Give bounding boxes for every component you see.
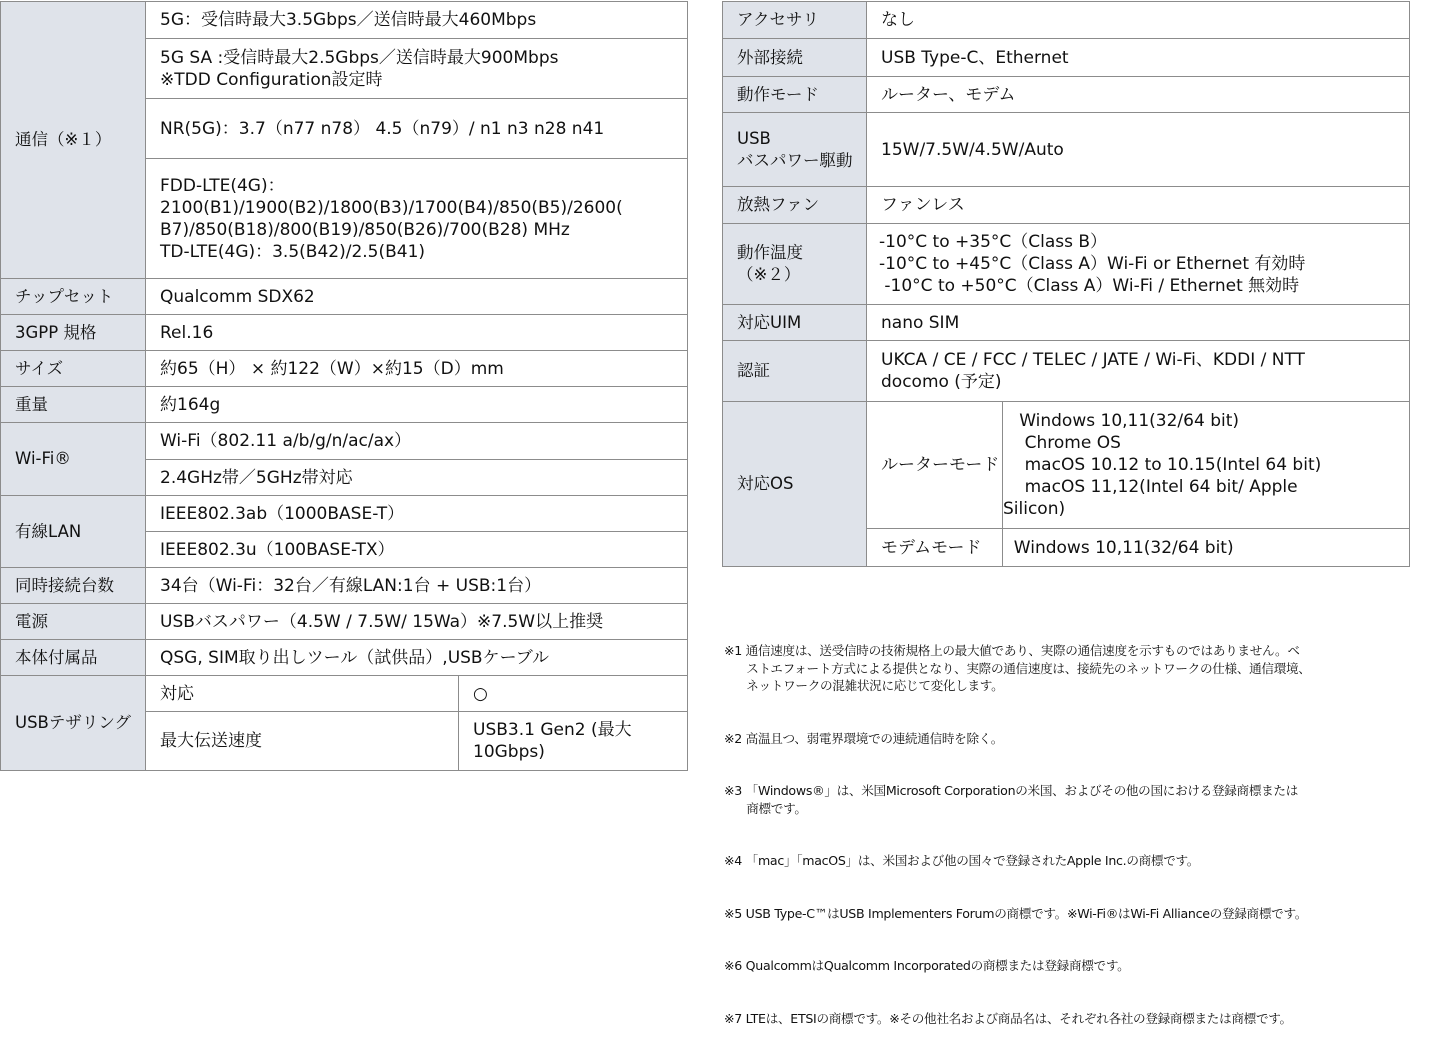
row-label: アクセサリ	[723, 2, 867, 39]
row-value: -10°C to +35°C（Class B） -10°C to +45°C（Class A）Wi-Fi or Ethernet 有効時 -10°C to +50°C（Class A）Wi-Fi / Ethernet 無効時	[867, 224, 1410, 305]
footnote: ※5 USB Type-C™はUSB Implementers Forumの商標です。※Wi-Fi®はWi-Fi Allianceの登録商標です。	[724, 905, 1308, 921]
row-value: 34台（Wi-Fi：32台／有線LAN:1台 + USB:1台）	[146, 568, 688, 604]
comm-5g-sa: 5G SA :受信時最大2.5Gbps／送信時最大900Mbps ※TDD Configuration設定時	[146, 39, 688, 99]
row-label: 本体付属品	[1, 640, 146, 676]
row-value: 約65（H） × 約122（W）×約15（D）mm	[146, 351, 688, 387]
tether-speed-value: USB3.1 Gen2 (最大 10Gbps)	[459, 712, 688, 771]
row-value: QSG, SIM取り出しツール（試供品）,USBケーブル	[146, 640, 688, 676]
comm-label: 通信（※１）	[1, 2, 146, 279]
row-label: 3GPP 規格	[1, 315, 146, 351]
footnotes	[724, 607, 1430, 1045]
footnote: ※7 LTEは、ETSIの商標です。※その他社名および商品名は、それぞれ各社の登録商標または商標です。	[724, 1010, 1292, 1026]
os-router-label: ルーターモード	[867, 402, 1003, 529]
footnote: ※3 「Windows®」は、米国Microsoft Corporationの米国、およびその他の国における登録商標または 商標です。	[724, 783, 1299, 816]
os-label: 対応OS	[723, 402, 867, 567]
tether-support-label: 対応	[146, 676, 459, 712]
lan-label: 有線LAN	[1, 496, 146, 568]
comm-nr: NR(5G)：3.7（n77 n78） 4.5（n79）/ n1 n3 n28 n41	[146, 99, 688, 159]
footnote: ※4 「mac」「macOS」は、米国および他の国々で登録されたApple Inc.の商標です。	[724, 853, 1200, 868]
row-label: 外部接続	[723, 39, 867, 77]
row-value: Rel.16	[146, 315, 688, 351]
spec-table-left	[0, 1, 688, 771]
row-label: 対応UIM	[723, 305, 867, 341]
row-value: USB Type-C、Ethernet	[867, 39, 1410, 77]
os-modem-value: Windows 10,11(32/64 bit)	[1003, 529, 1410, 567]
lan-100: IEEE802.3u（100BASE-TX）	[146, 532, 688, 568]
footnote: ※2 高温且つ、弱電界環境での連続通信時を除く。	[724, 730, 1004, 746]
row-value: USBバスパワー（4.5W / 7.5W/ 15Wa）※7.5W以上推奨	[146, 604, 688, 640]
tether-speed-label: 最大伝送速度	[146, 712, 459, 771]
row-value: ルーター、モデム	[867, 77, 1410, 113]
row-label: チップセット	[1, 279, 146, 315]
row-value: なし	[867, 2, 1410, 39]
row-value: nano SIM	[867, 305, 1410, 341]
row-label: 重量	[1, 387, 146, 423]
row-value: 約164g	[146, 387, 688, 423]
spec-table-right	[722, 1, 1410, 567]
footnote: ※6 QualcommはQualcomm Incorporatedの商標または登録商標です。	[724, 958, 1130, 973]
row-label: サイズ	[1, 351, 146, 387]
os-router-value: Windows 10,11(32/64 bit) Chrome OS macOS 10.12 to 10.15(Intel 64 bit) macOS 11,12(Intel 64 bit/ Apple Silicon)	[1003, 402, 1410, 529]
wifi-standard: Wi-Fi（802.11 a/b/g/n/ac/ax）	[146, 423, 688, 460]
comm-5g: 5G：受信時最大3.5Gbps／送信時最大460Mbps	[146, 2, 688, 39]
comm-lte: FDD-LTE(4G)： 2100(B1)/1900(B2)/1800(B3)/1700(B4)/850(B5)/2600( B7)/850(B18)/800(B19)/850(B26)/700(B28) MHz TD-LTE(4G)：3.5(B42)/2.5(B41)	[146, 159, 688, 279]
row-value: ファンレス	[867, 187, 1410, 224]
wifi-label: Wi-Fi®	[1, 423, 146, 496]
row-label: USB バスパワー駆動	[723, 113, 867, 187]
row-value: Qualcomm SDX62	[146, 279, 688, 315]
row-label: 認証	[723, 341, 867, 402]
row-label: 電源	[1, 604, 146, 640]
footnote: ※1 通信速度は、送受信時の技術規格上の最大値であり、実際の通信速度を示すものではありません。ベ ストエフォート方式による提供となり、実際の通信速度は、接続先のネットワークの仕様、通信環境、 ネットワークの混雑状況に応じて変化します。	[724, 643, 1311, 693]
lan-1000: IEEE802.3ab（1000BASE-T）	[146, 496, 688, 532]
row-label: 動作温度 （※２）	[723, 224, 867, 305]
row-label: 放熱ファン	[723, 187, 867, 224]
os-modem-label: モデムモード	[867, 529, 1003, 567]
row-label: 同時接続台数	[1, 568, 146, 604]
tether-label: USBテザリング	[1, 676, 146, 771]
row-value: UKCA / CE / FCC / TELEC / JATE / Wi-Fi、KDDI / NTT docomo (予定)	[867, 341, 1410, 402]
tether-support-value: ○	[459, 676, 688, 712]
row-label: 動作モード	[723, 77, 867, 113]
row-value: 15W/7.5W/4.5W/Auto	[867, 113, 1410, 187]
wifi-bands: 2.4GHz帯／5GHz帯対応	[146, 460, 688, 496]
